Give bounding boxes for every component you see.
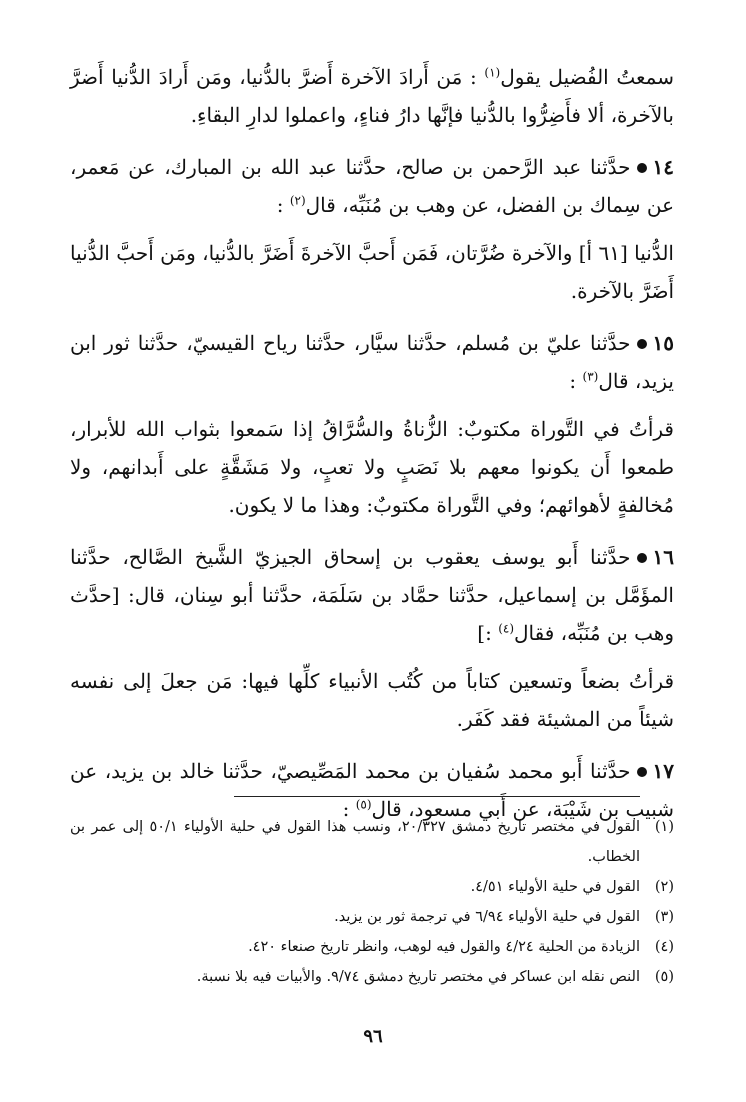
bullet-icon [637, 553, 647, 563]
paragraph-text: : مَن أَرادَ الآخرة أَضرَّ بالدُّنيا، ومَن أَرادَ الدُّنيا أَضرَّ بالآخرة، ألا فأَضِرُّوا بالدُّنيا فإنَّها دارُ فناءٍ، واعملوا لدارِ البقاءِ. [70, 65, 674, 127]
footnote-reference: (١) [484, 65, 501, 80]
paragraph-text: الدُّنيا [٦١ أ] والآخرة ضُرَّتان، فَمَن أَحبَّ الآخرةَ أَضَرَّ بالدُّنيا، ومَن أَحبَّ الدُّنيا أَضَرَّ بالآخرة. [70, 241, 674, 303]
footnote-reference: (٥) [355, 797, 372, 812]
hadith-number: ١٥ [652, 331, 674, 355]
footnote-mark: (٤) [654, 939, 674, 955]
bullet-icon [637, 163, 647, 173]
footnote-text: القول في حلية الأولياء ٦/٩٤ في ترجمة ثور بن يزيد. [334, 909, 640, 925]
footnote-divider [234, 796, 640, 797]
footnote-mark: (٢) [654, 879, 674, 895]
footnote-text: النص نقله ابن عساكر في مختصر تاريخ دمشق ٩/٧٤. والأبيات فيه بلا نسبة. [196, 969, 640, 985]
paragraph-text: قرأتُ بضعاً وتسعين كتاباً من كُتُب الأنبياء كلِّها فيها: مَن جعلَ إلى نفسه شيئاً من المشيئة فقد كَفَر. [70, 669, 674, 731]
footnote-mark: (٣) [654, 909, 674, 925]
main-text [70, 58, 674, 838]
footnote-text: القول في حلية الأولياء ٤/٥١. [470, 879, 640, 895]
paragraph-intro [70, 58, 674, 134]
page-number: ٩٦ [363, 1026, 383, 1047]
footnote-1 [70, 812, 674, 872]
hadith-16-isnad [70, 538, 674, 652]
footnote-mark: (٥) [654, 969, 674, 985]
paragraph-text: : [276, 193, 290, 217]
footnote-reference: (٢) [289, 193, 306, 208]
hadith-14-isnad [70, 148, 674, 224]
footnote-reference: (٤) [498, 621, 515, 636]
hadith-number: ١٤ [652, 155, 674, 179]
hadith-15-isnad [70, 324, 674, 400]
paragraph-text: : [569, 369, 583, 393]
hadith-number: ١٧ [652, 759, 674, 783]
footnote-text: القول في مختصر تاريخ دمشق ٢٠/٣٢٧، ونسب هذا القول في حلية الأولياء ٥٠/١ إلى عمر بن الخطاب. [70, 819, 640, 865]
paragraph-text: سمعتُ الفُضيل يقول [500, 65, 674, 89]
hadith-14-matn [70, 234, 674, 310]
hadith-16-matn [70, 662, 674, 738]
paragraph-text: حدَّثنا أَبو يوسف يعقوب بن إسحاق الجيزيّ الشَّيخ الصَّالح، حدَّثنا المؤَمَّل بن إسماعيل، حدَّثنا حمَّاد بن سَلَمَة، حدَّثنا أبو سِنان، قال: [حدَّث وهب بن مُنَبِّه، فقال [70, 545, 674, 645]
bullet-icon [637, 767, 647, 777]
paragraph-text: قرأتُ في التَّوراة مكتوبٌ: الزُّناةُ والسُّرَّاقُ إذا سَمعوا بثواب الله للأبرار، طمعوا أَن يكونوا معهم بلا نَصَبٍ ولا تعبٍ، ولا مَشَقَّةٍ على أَبدانهم، ولا مُخالفةٍ لأهوائهم؛ وفي التَّوراة مكتوبٌ: وهذا ما لا يكون. [70, 417, 674, 517]
bullet-icon [637, 339, 647, 349]
footnotes [70, 812, 674, 992]
paragraph-text: حدَّثنا عبد الرَّحمن بن صالح، حدَّثنا عبد الله بن المبارك، عن مَعمر، عن سِماك بن الفضل، عن وهب بن مُنَبِّه، قال [70, 155, 674, 217]
footnote-4 [70, 932, 674, 962]
footnote-2 [70, 872, 674, 902]
hadith-15-matn [70, 410, 674, 524]
footnote-5 [70, 962, 674, 992]
hadith-number: ١٦ [652, 545, 674, 569]
footnote-mark: (١) [654, 819, 674, 835]
paragraph-text: حدَّثنا عليّ بن مُسلم، حدَّثنا سيَّار، حدَّثنا رياح القيسيّ، حدَّثنا ثور ابن يزيد، قال [70, 331, 674, 393]
paragraph-text: : [342, 797, 356, 821]
footnote-text: الزيادة من الحلية ٤/٢٤ والقول فيه لوهب، وانظر تاريخ صنعاء ٤٢٠. [248, 939, 640, 955]
paragraph-text: حدَّثنا أَبو محمد سُفيان بن محمد المَصِّيصيّ، حدَّثنا خالد بن يزيد، عن شبيب بن شَيْبَة، عن أَبي مسعود، قال [70, 759, 674, 821]
paragraph-text: :] [477, 621, 499, 645]
footnote-reference: (٣) [582, 369, 599, 384]
footnote-3 [70, 902, 674, 932]
